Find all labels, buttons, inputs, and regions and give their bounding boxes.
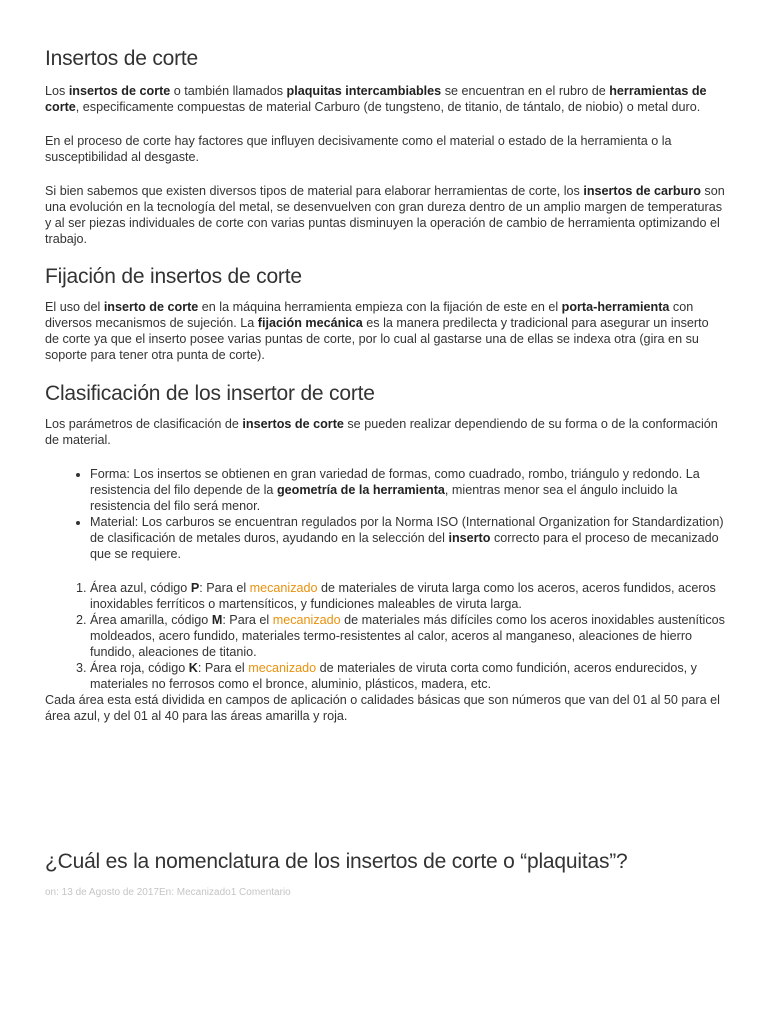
paragraph-clasificacion: Los parámetros de clasificación de insertos de corte se pueden realizar dependiendo de su forma o de la conformación de material. bbox=[45, 417, 718, 447]
iso-area-list bbox=[45, 580, 725, 692]
list-item-forma: • Forma: Los insertos se obtienen en gran variedad de formas, como cuadrado, rombo, triángulo y redondo. La resistencia del filo depende de la geometría de la herramienta, mientras menor sea el ángulo incluido la resistencia del filo será menor. bbox=[90, 466, 725, 514]
heading-clasificacion: Clasificación de los insertor de corte bbox=[45, 382, 375, 405]
mecanizado-link[interactable]: mecanizado bbox=[272, 613, 341, 627]
paragraph-carburo: Si bien sabemos que existen diversos tipos de material para elaborar herramientas de corte, los insertos de carburo son una evolución en la tecnología del metal, se desenvuelven con gran dureza dentro de un amplio margen de temperaturas y al ser piezas individuales de corte con varias puntas disminuyen la operación de cambio de herramienta optimizando el trabajo. bbox=[45, 184, 725, 246]
heading-nomenclatura[interactable]: ¿Cuál es la nomenclatura de los insertos de corte o “plaquitas”? bbox=[45, 850, 628, 873]
heading-insertos-de-corte: Insertos de corte bbox=[45, 47, 199, 70]
post-meta: on: 13 de Agosto de 2017En: Mecanizado1 Comentario bbox=[45, 887, 291, 898]
list-item-area-amarilla: 2. Área amarilla, código M: Para el mecanizado de materiales más difíciles como los aceros inoxidables austeníticos moldeados, acero fundido, materiales termo-resistentes al calor, aceros al manganeso, aleaciones de hierro fundido, aleaciones de titanio. bbox=[90, 612, 725, 660]
mecanizado-link[interactable]: mecanizado bbox=[249, 581, 318, 595]
paragraph-cada-area: Cada área esta está dividida en campos de aplicación o calidades básicas que son números que van del 01 al 50 para el área azul, y del 01 al 40 para las áreas amarilla y roja. bbox=[45, 693, 720, 723]
heading-fijacion: Fijación de insertos de corte bbox=[45, 265, 302, 288]
paragraph-fijacion: El uso del inserto de corte en la máquina herramienta empieza con la fijación de este en el porta-herramienta con diversos mecanismos de sujeción. La fijación mecánica es la manera predilecta y tradicional para asegurar un inserto de corte ya que el inserto posee varias puntas de corte, por lo cual al gastarse una de ellas se indexa otra (gira en su soporte para tener otra punta de corte). bbox=[45, 300, 709, 362]
article-content bbox=[45, 46, 725, 900]
list-item-material: • Material: Los carburos se encuentran regulados por la Norma ISO (International Organization for Standardization) de clasificación de metales duros, ayudando en la selección del inserto correcto para el proceso de mecanizado que se requiere. bbox=[90, 514, 725, 562]
classification-bullet-list bbox=[45, 466, 725, 562]
list-item-area-roja: 3. Área roja, código K: Para el mecanizado de materiales de viruta corta como fundición, aceros endurecidos, y materiales no ferrosos como el bronce, aluminio, plásticos, madera, etc. bbox=[90, 660, 725, 692]
mecanizado-link[interactable]: mecanizado bbox=[248, 661, 317, 675]
paragraph-factores: En el proceso de corte hay factores que influyen decisivamente como el material o estado de la herramienta o la susceptibilidad al desgaste. bbox=[45, 134, 672, 164]
list-item-area-azul: 1. Área azul, código P: Para el mecanizado de materiales de viruta larga como los aceros, aceros fundidos, aceros inoxidables ferríticos o martensíticos, y fundiciones maleables de viruta larga. bbox=[90, 580, 725, 612]
paragraph-intro: Los insertos de corte o también llamados plaquitas intercambiables se encuentran en el rubro de herramientas de corte, especificamente compuestas de material Carburo (de tungsteno, de titanio, de tántalo, de niobio) o metal duro. bbox=[45, 84, 707, 114]
